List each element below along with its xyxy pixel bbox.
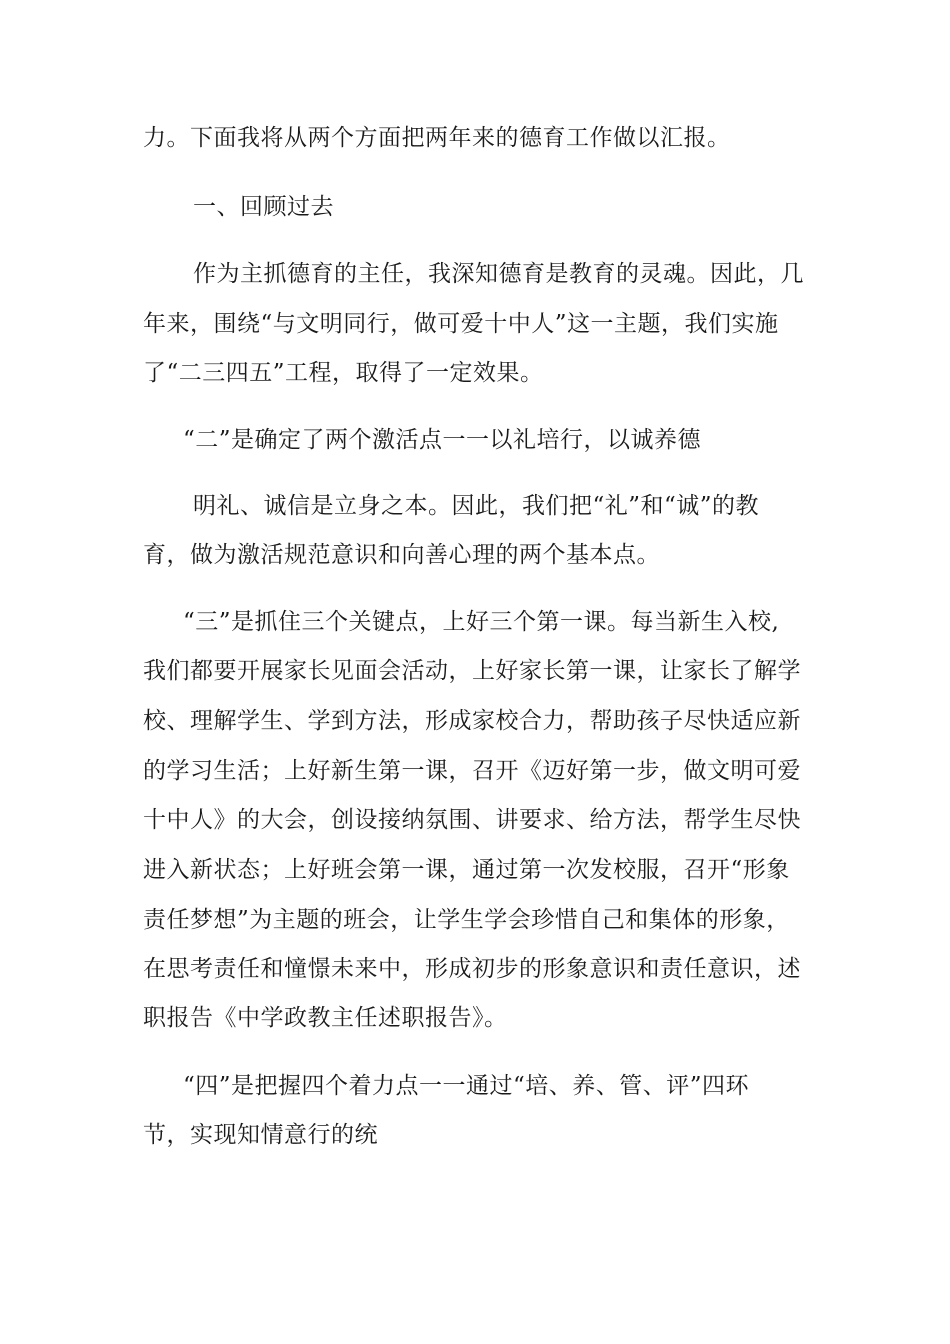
text-line: 校、理解学生、学到方法，形成家校合力，帮助孩子尽快适应新 [143,708,801,734]
text-line: 我们都要开展家长见面会活动，上好家长第一课，让家长了解学 [143,658,801,684]
text-line: 明礼、诚信是立身之本。因此，我们把“礼”和“诚”的教 [193,493,760,519]
text-line: 育，做为激活规范意识和向善心理的两个基本点。 [143,542,660,568]
text-line: “二”是确定了两个激活点一一以礼培行，以诚养德 [183,427,702,453]
section-heading: 一、回顾过去 [193,194,334,220]
text-line: 职报告《中学政教主任述职报告》。 [143,1005,508,1031]
text-line: 节，实现知情意行的统 [143,1122,378,1148]
text-line: 力。下面我将从两个方面把两年来的德育工作做以汇报。 [143,125,731,151]
text-line: 进入新状态；上好班会第一课，通过第一次发校服，召开“形象 [143,857,790,883]
text-line: “三”是抓住三个关键点，上好三个第一课。每当新生入校, [183,609,780,635]
text-line: 年来，围绕“与文明同行，做可爱十中人”这一主题，我们实施 [143,311,779,337]
text-line: 了“二三四五”工程，取得了一定效果。 [143,360,544,386]
text-line: 责任梦想”为主题的班会，让学生学会珍惜自己和集体的形象， [143,907,790,933]
text-line: “四”是把握四个着力点一一通过“培、养、管、评”四环 [183,1073,750,1099]
text-line: 十中人》的大会，创设接纳氛围、讲要求、给方法，帮学生尽快 [143,807,801,833]
text-line: 的学习生活；上好新生第一课，召开《迈好第一步，做文明可爱 [143,758,801,784]
text-line: 在思考责任和憧憬未来中，形成初步的形象意识和责任意识，述 [143,956,801,982]
text-line: 作为主抓德育的主任，我深知德育是教育的灵魂。因此，几 [193,261,804,287]
